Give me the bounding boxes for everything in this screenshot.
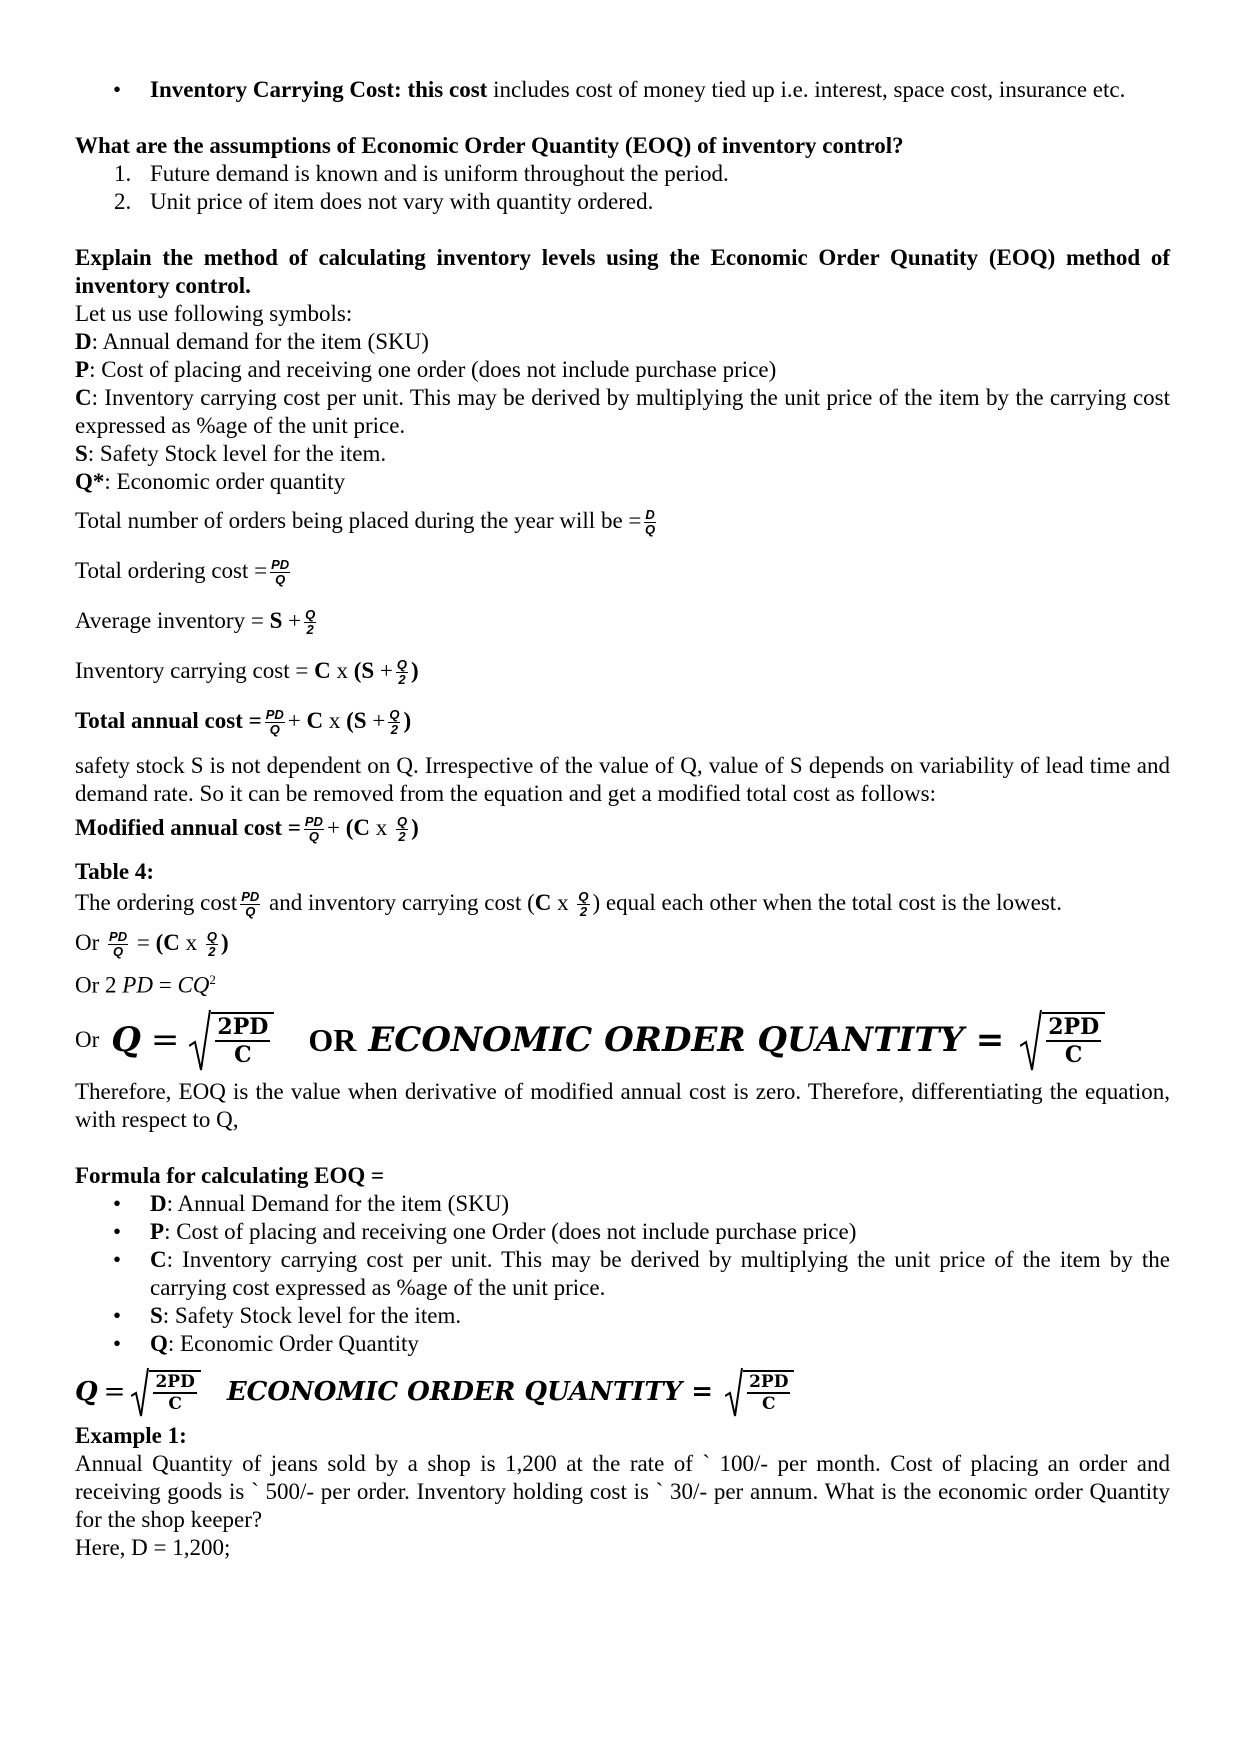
sqrt-2pd-over-c: 2PD C — [131, 1366, 200, 1418]
fraction-q-over-2: $\frac{Q}{2}$ — [396, 814, 408, 845]
formula-item: • P: Cost of placing and receiving one Order (does not include purchase price) — [75, 1218, 1170, 1246]
example-text: Annual Quantity of jeans sold by a shop is 1,200 at the rate of ` 100/- per month. Cost of placing an order and receiving goods is ` 500/- per order. Inventory holding cost is ` 30/- per annum. What is the economic order Quantity for the shop keeper? — [75, 1450, 1170, 1532]
eoq-formula-small: Q = 2PD C ECONOMIC ORDER QUANTITY = 2PD C — [75, 1362, 1170, 1422]
safety-stock-paragraph: safety stock S is not dependent on Q. Irrespective of the value of Q, value of S depends on variability of lead time and demand rate. So it can be removed from the equation and get a modified total cost as follows: — [75, 753, 1170, 806]
symbol-row: C: Inventory carrying cost per unit. This may be derived by multiplying the unit price of the item by the carrying cost expressed as %age of the unit price. — [75, 385, 1170, 438]
fraction-d-over-q: $\frac{D}{Q}$ — [645, 507, 656, 538]
fraction-q-over-2: $\frac{Q}{2}$ — [305, 607, 316, 638]
assumption-item: 2. Unit price of item does not vary with quantity ordered. — [114, 189, 654, 214]
symbol-row: D: Annual demand for the item (SKU) — [75, 329, 429, 354]
example-heading: Example 1: — [75, 1422, 187, 1448]
fraction-q-over-2: $\frac{Q}{2}$ — [578, 889, 589, 920]
total-cost-equation: Total annual cost = $\frac{PD}{Q}$ + C x (S + $\frac{Q}{2}$ ) — [75, 707, 412, 738]
example-here: Here, D = 1,200; — [75, 1534, 231, 1560]
sqrt-2pd-over-c: 2PD C — [1020, 1008, 1105, 1072]
symbol-row: P: Cost of placing and receiving one order (does not include purchase price) — [75, 357, 777, 382]
assumptions-heading: What are the assumptions of Economic Order Quantity (EOQ) of inventory control? — [75, 133, 904, 158]
formula-item: • C: Inventory carrying cost per unit. This may be derived by multiplying the unit price of the item by the carrying cost expressed as %age of the unit price. — [75, 1246, 1170, 1302]
fraction-q-over-2: $\frac{Q}{2}$ — [206, 929, 217, 960]
fraction-pd-over-q: $\frac{PD}{Q}$ — [265, 707, 284, 738]
modified-cost-equation: Modified annual cost = $\frac{PD}{Q}$ + (C x $\frac{Q}{2}$ ) — [75, 814, 419, 845]
orders-equation: Total number of orders being placed during the year will be = $\frac{D}{Q}$ — [75, 507, 656, 538]
fraction-pd-over-q: $\frac{PD}{Q}$ — [271, 557, 290, 588]
sqrt-2pd-over-c: 2PD C — [725, 1366, 794, 1418]
fraction-q-over-2: $\frac{Q}{2}$ — [396, 657, 408, 688]
fraction-pd-over-q: $\frac{PD}{Q}$ — [241, 889, 260, 920]
symbol-row: Q*: Economic order quantity — [75, 469, 346, 494]
symbol-row: S: Safety Stock level for the item. — [75, 441, 387, 466]
fraction-q-over-2: $\frac{Q}{2}$ — [389, 707, 400, 738]
formula-item: • D: Annual Demand for the item (SKU) — [75, 1190, 1170, 1218]
ordering-cost-equation: Total ordering cost = $\frac{PD}{Q}$ — [75, 557, 290, 588]
or-equation: Or $\frac{PD}{Q}$ = (C x $\frac{Q}{2}$ ) — [75, 929, 229, 960]
symbols-lead: Let us use following symbols: — [75, 301, 353, 326]
avg-inventory-equation: Average inventory = S + $\frac{Q}{2}$ — [75, 607, 316, 638]
sqrt-2pd-over-c: 2PD C — [189, 1008, 274, 1072]
or-2pd-equation: Or 2 PD = $CQ^2$ — [75, 972, 216, 998]
document-page — [75, 76, 1170, 1562]
therefore-paragraph: Therefore, EOQ is the value when derivative of modified annual cost is zero. Therefore, differentiating the equation, with respect to Q, — [75, 1078, 1170, 1132]
bullet-carrying-cost — [75, 76, 1170, 104]
carrying-cost-equation: Inventory carrying cost = C x (S + $\frac{Q}{2}$ ) — [75, 657, 419, 688]
carrying-cost-desc: includes cost of money tied up i.e. interest, space cost, insurance etc. — [487, 77, 1126, 102]
fraction-pd-over-q: $\frac{PD}{Q}$ — [109, 929, 128, 960]
formula-heading: Formula for calculating EOQ = — [75, 1162, 385, 1188]
formula-item: • Q: Economic Order Quantity — [75, 1330, 1170, 1358]
table-label: Table 4: — [75, 859, 155, 884]
formula-item: • S: Safety Stock level for the item. — [75, 1302, 1170, 1330]
eoq-formula-big: Or Q = 2PD C OR ECONOMIC ORDER QUANTITY = 2PD C — [75, 1004, 1170, 1076]
method-heading: Explain the method of calculating inventory levels using the Economic Order Qunatity (EOQ) method of inventory control. — [75, 245, 1170, 298]
assumption-item: 1. Future demand is known and is uniform throughout the period. — [114, 161, 729, 186]
fraction-pd-over-q: $\frac{PD}{Q}$ — [304, 814, 323, 845]
carrying-cost-term: Inventory Carrying Cost: this cost — [150, 77, 488, 102]
equal-cost-sentence: The ordering cost $\frac{PD}{Q}$ and inventory carrying cost (C x $\frac{Q}{2}$ ) equal each other when the total cost is the lowest. — [75, 889, 1062, 920]
